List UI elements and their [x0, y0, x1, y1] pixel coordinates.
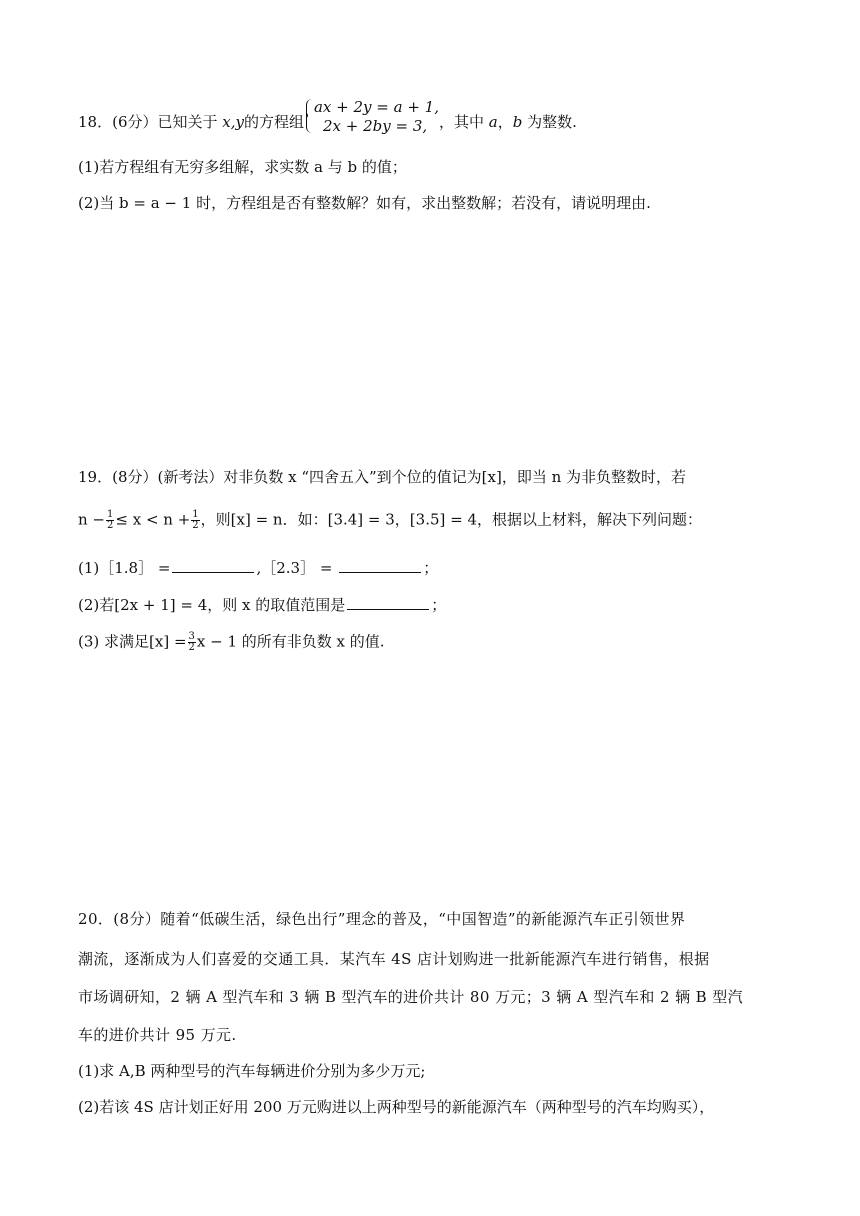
q18-stem [78, 98, 577, 136]
q18-stem-a: 18．(6分）已知关于 [78, 113, 218, 131]
q19-part1-c: ； [423, 559, 439, 577]
q20-stem-line1: 20．(8分）随着“低碳生活，绿色出行”理念的普及，“中国智造”的新能源汽车正引领世界 [78, 910, 686, 928]
q18-vars: x,y [222, 113, 244, 131]
q18-eq2: 2x + 2by = 3, [322, 117, 428, 135]
q18-sep: ， [497, 113, 513, 131]
q19-stem-line2 [78, 510, 702, 531]
left-brace-icon [306, 99, 313, 133]
fraction-one-half: $\frac{1}{2}$ [107, 509, 114, 531]
q19-part3-b: x − 1 的所有非负数 x 的值. [196, 632, 385, 651]
q19-line2-a: n − [78, 510, 105, 529]
q19-line2-b: ≤ x < n + [115, 510, 191, 529]
q20-stem-line2: 潮流，逐渐成为人们喜爱的交通工具．某汽车 4S 店计划购进一批新能源汽车进行销售，根据 [78, 950, 710, 968]
q19-part3 [78, 632, 385, 653]
fraction-three-halves: $\frac{3}{2}$ [188, 631, 195, 653]
answer-blank-2[interactable] [339, 560, 421, 573]
q20-part1: (1)求 A,B 两种型号的汽车每辆进价分别为多少万元; [78, 1062, 426, 1080]
q20-stem-line3: 市场调研知，2 辆 A 型汽车和 3 辆 B 型汽车的进价共计 80 万元；3 辆 A 型汽车和 2 辆 B 型汽 [78, 988, 744, 1006]
answer-blank-1[interactable] [172, 560, 254, 573]
q20-part2: (2)若该 4S 店计划正好用 200 万元购进以上两种型号的新能源汽车（两种型号的汽车均购买）， [78, 1098, 715, 1116]
q18-eq1: ax + 2y = a + 1, [313, 98, 439, 116]
fraction-one-half-2: $\frac{1}{2}$ [192, 509, 199, 531]
q18-var-a: a [488, 113, 498, 131]
q18-part2: (2)当 b = a − 1 时，方程组是否有整数解？如有，求出整数解；若没有，请说明理由. [78, 194, 651, 212]
q18-equation-system [306, 98, 439, 136]
q19-part2-b: ； [431, 596, 447, 614]
q19-part3-a: (3) 求满足[x] = [78, 632, 187, 651]
q19-part1 [78, 560, 438, 576]
q18-part1: (1)若方程组有无穷多组解，求实数 a 与 b 的值； [78, 158, 407, 176]
q18-stem-c: ，其中 [438, 113, 484, 131]
q19-part1-b: ,［2.3］ = [256, 559, 333, 577]
q18-var-b: b [512, 113, 523, 131]
q20-stem-line4: 车的进价共计 95 万元. [78, 1026, 237, 1044]
q19-line2-c: ，则[x] = n．如：[3.4] = 3，[3.5] = 4，根据以上材料，解决下列问题： [200, 510, 703, 529]
q19-part2 [78, 597, 446, 613]
q19-part2-a: (2)若[2x + 1] = 4，则 x 的取值范围是 [78, 596, 346, 614]
answer-blank-3[interactable] [347, 597, 429, 610]
q19-part1-a: (1)［1.8］ = [78, 559, 171, 577]
q18-stem-d: 为整数. [527, 113, 577, 131]
q18-stem-b: 的方程组 [243, 113, 304, 131]
q19-stem-line1: 19．(8分）(新考法）对非负数 x “四舍五入”到个位的值记为[x]，即当 n 为非负整数时，若 [78, 468, 687, 486]
